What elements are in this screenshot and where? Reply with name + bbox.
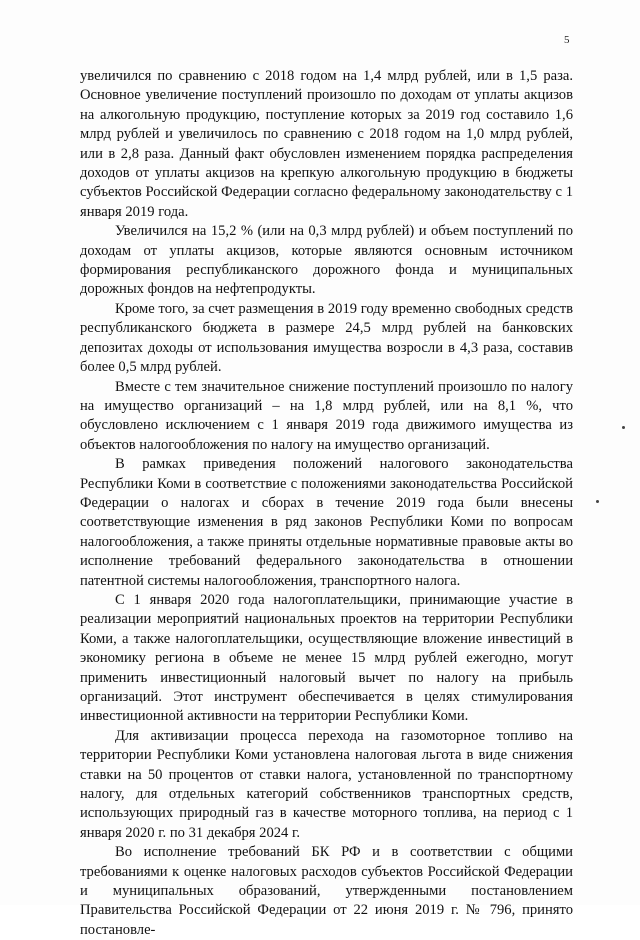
scan-speck [596, 500, 599, 503]
paragraph-1: увеличился по сравнению с 2018 годом на 1,4 млрд рублей, или в 1,5 раза. Основное увеличение поступлений произошло по доходам от уплаты акцизов на алкогольную продукцию, поступление которых за 2019 год составило 1,6 млрд рублей и увеличилось по сравнению с 2018 годом на 1,0 млрд рублей, или в 2,8 раза. Данный факт обусловлен изменением порядка распределения доходов от уплаты акцизов на крепкую алкогольную продукцию в бюджеты субъектов Российской Федерации согласно федеральному законодательству с 1 января 2019 года. [80, 68, 573, 220]
paragraph-3: Кроме того, за счет размещения в 2019 году временно свободных средств республиканского бюджета в размере 24,5 млрд рублей на банковских депозитах доходы от использования имущества возросли в 4,3 раза, составив более 0,5 млрд рублей. [80, 300, 573, 376]
scan-speck [622, 426, 625, 429]
paragraph-7: Для активизации процесса перехода на газомоторное топливо на территории Республики Коми установлена налоговая льгота в виде снижения ставки на 50 процентов от ставки налога, установленной по транспортному налогу, для отдельных категорий собственников транспортных средств, использующих природный газ в качестве моторного топлива, на период с 1 января 2020 г. по 31 декабря 2024 г. [80, 727, 573, 841]
paragraph-6: С 1 января 2020 года налогоплательщики, принимающие участие в реализации мероприятий национальных проектов на территории Республики Коми, а также налогоплательщики, осуществляющие вложение инвестиций в экономику региона в объеме не менее 15 млрд рублей ежегодно, могут применить инвестиционный налоговый вычет по налогу на прибыль организаций. Этот инструмент обеспечивается в целях стимулирования инвестиционной активности на территории Республики Коми. [80, 591, 573, 725]
document-body [80, 67, 573, 940]
paragraph-4: Вместе с тем значительное снижение поступлений произошло по налогу на имущество организаций – на 1,8 млрд рублей, или на 8,1 %, что обусловлено исключением с 1 января 2019 года движимого имущества из объектов налогообложения по налогу на имущество организаций. [80, 378, 573, 453]
paragraph-5: В рамках приведения положений налогового законодательства Республики Коми в соответствие с положениями законодательства Российской Федерации о налогах и сборах в течение 2019 года были внесены соответствующие изменения в ряд законов Республики Коми по вопросам налогообложения, а также приняты отдельные нормативные правовые акты во исполнение требований федерального законодательства в отношении патентной системы налогообложения, транспортного налога. [80, 456, 573, 589]
page-number: 5 [564, 34, 570, 46]
paragraph-2: Увеличился на 15,2 % (или на 0,3 млрд рублей) и объем поступлений по доходам от уплаты акцизов, которые являются основным источником формирования республиканского дорожного фонда и муниципальных дорожных фондов на нефтепродукты. [80, 223, 573, 298]
paragraph-8: Во исполнение требований БК РФ и в соответствии с общими требованиями к оценке налоговых расходов субъектов Российской Федерации и муниципальных образований, утвержденными постановлением Правительства Российской Федерации от 22 июня 2019 г. № 796, принято постановле- [80, 844, 573, 938]
